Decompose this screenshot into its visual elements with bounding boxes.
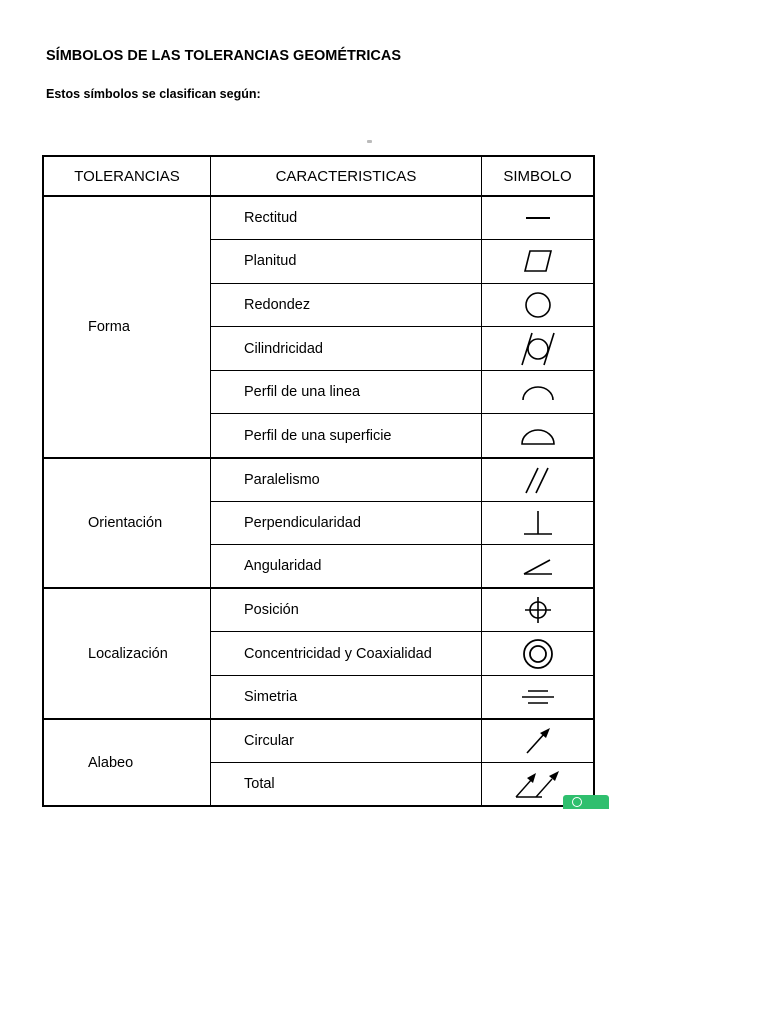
line-profile-icon [482, 370, 595, 414]
symmetry-icon [482, 676, 595, 720]
characteristic-label: Angularidad [211, 545, 482, 589]
cylindricity-icon [482, 327, 595, 371]
chat-icon [572, 797, 582, 807]
overlay-badge[interactable] [563, 795, 609, 809]
tolerance-symbols-table [42, 155, 595, 807]
header-tolerancias: TOLERANCIAS [43, 156, 211, 196]
concentricity-icon [482, 632, 595, 676]
scan-artifact [367, 140, 372, 143]
circular-runout-icon [482, 719, 595, 763]
perpendicularity-icon [482, 501, 595, 545]
table-header-row [43, 156, 594, 196]
header-simbolo: SIMBOLO [482, 156, 595, 196]
straightness-icon [482, 196, 595, 240]
surface-profile-icon [482, 414, 595, 458]
category-orientacion [43, 458, 211, 589]
category-alabeo [43, 719, 211, 806]
characteristic-label: Perfil de una linea [211, 370, 482, 414]
position-icon [482, 588, 595, 632]
category-label: Alabeo [88, 754, 134, 771]
category-forma [43, 196, 211, 458]
document-subtitle: Estos símbolos se clasifican según: [46, 87, 261, 101]
document-title: SÍMBOLOS DE LAS TOLERANCIAS GEOMÉTRICAS [46, 48, 402, 64]
category-label: Orientación [88, 514, 163, 531]
characteristic-label: Circular [211, 719, 482, 763]
category-localizacion [43, 588, 211, 719]
table-row [43, 588, 594, 632]
table-row [43, 458, 594, 502]
characteristic-label: Planitud [211, 240, 482, 284]
characteristic-label: Posición [211, 588, 482, 632]
characteristic-label: Perfil de una superficie [211, 414, 482, 458]
angularity-icon [482, 545, 595, 589]
category-label: Forma [88, 318, 130, 335]
table-row [43, 196, 594, 240]
characteristic-label: Simetria [211, 676, 482, 720]
characteristic-label: Cilindricidad [211, 327, 482, 371]
circularity-icon [482, 283, 595, 327]
characteristic-label: Redondez [211, 283, 482, 327]
header-caracteristicas: CARACTERISTICAS [211, 156, 482, 196]
characteristic-label: Perpendicularidad [211, 501, 482, 545]
category-label: Localización [88, 645, 168, 662]
table-row [43, 719, 594, 763]
characteristic-label: Paralelismo [211, 458, 482, 502]
flatness-icon [482, 240, 595, 284]
characteristic-label: Concentricidad y Coaxialidad [211, 632, 482, 676]
characteristic-label: Rectitud [211, 196, 482, 240]
parallelism-icon [482, 458, 595, 502]
characteristic-label: Total [211, 763, 482, 807]
